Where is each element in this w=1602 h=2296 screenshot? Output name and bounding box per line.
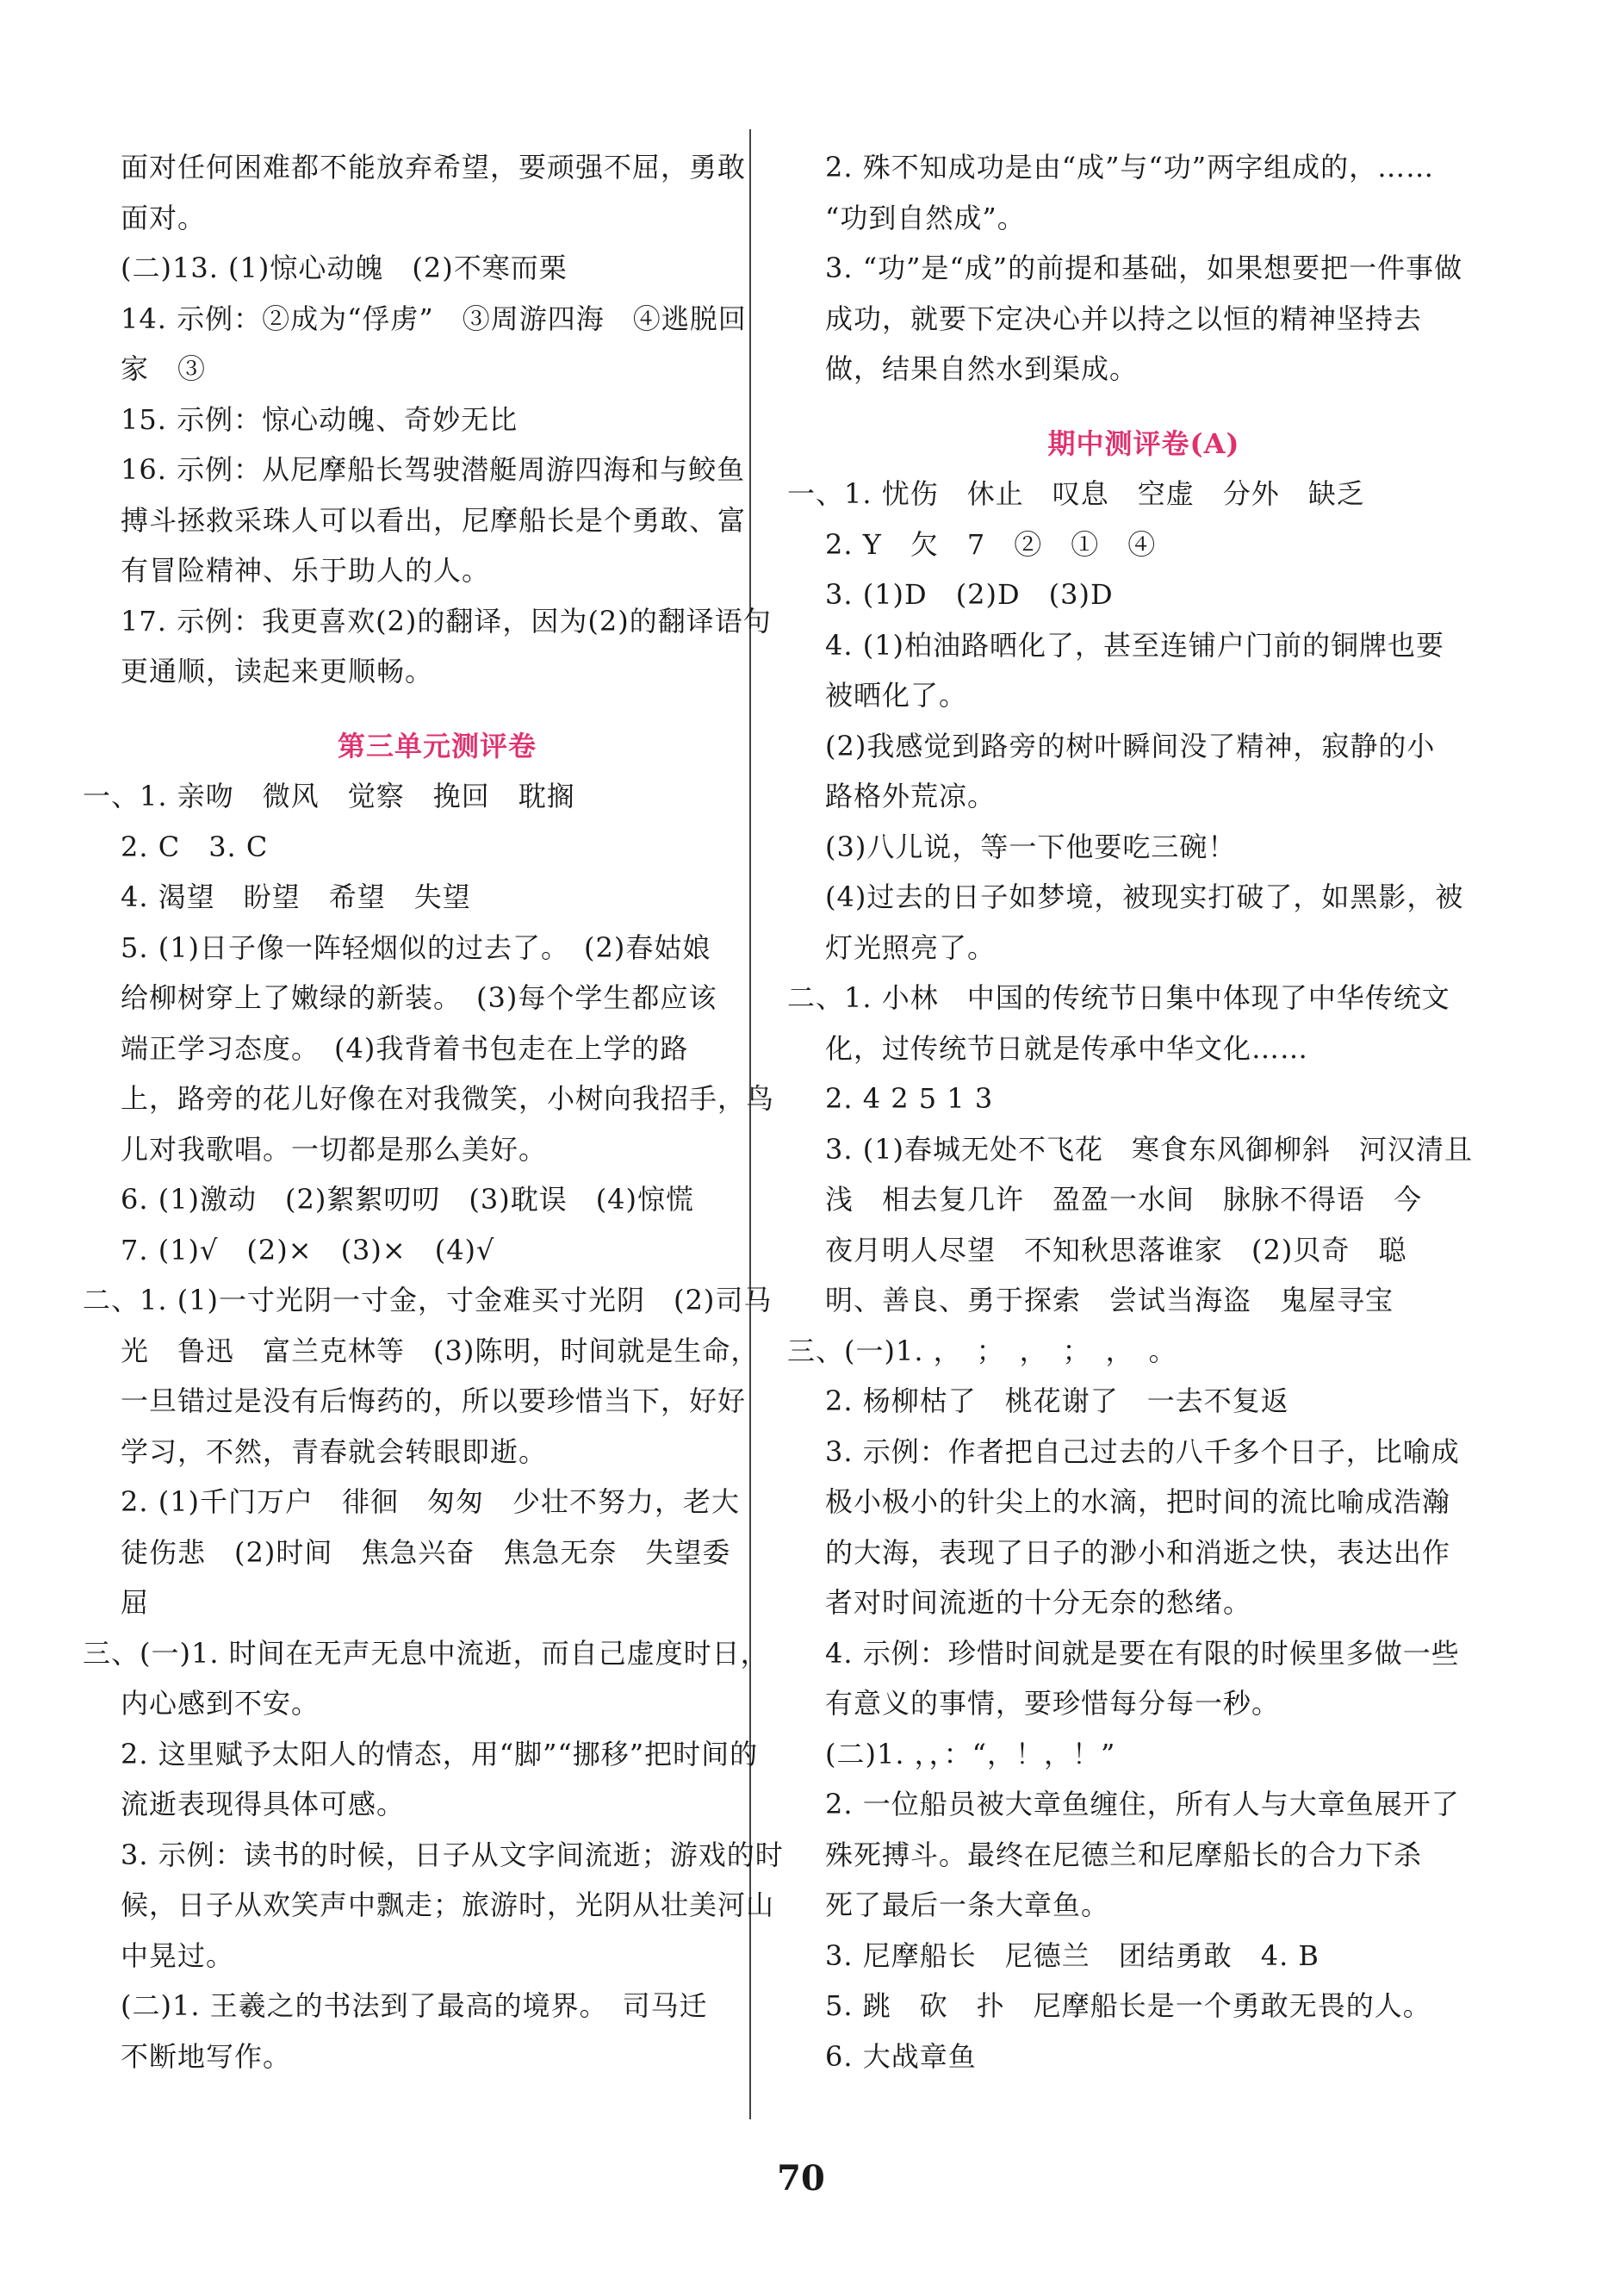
answer-line: 流逝表现得具体可感。 xyxy=(121,1788,406,1820)
answer-line: 端正学习态度。 (4)我背着书包走在上学的路 xyxy=(121,1031,689,1065)
answer-line: 14. 示例：②成为“俘虏” ③周游四海 ④逃脱回 xyxy=(121,302,747,335)
answer-line: 2. 4 2 5 1 3 xyxy=(825,1082,994,1115)
answer-line: 6. 大战章鱼 xyxy=(825,2039,977,2073)
answer-line: 3. 示例：作者把自己过去的八千多个日子，比喻成 xyxy=(825,1434,1460,1468)
answer-line: 家 ③ xyxy=(121,352,207,385)
answer-line: 学习，不然，青春就会转眼即逝。 xyxy=(121,1434,548,1468)
answer-line: 3. 示例：读书的时候，日子从文字间流逝；游戏的时 xyxy=(121,1838,784,1871)
answer-line: 面对。 xyxy=(121,201,207,234)
answer-line: 儿对我歌唱。一切都是那么美好。 xyxy=(121,1132,548,1166)
answer-line: 三、(一)1. 时间在无声无息中流逝，而自己虚度时日， xyxy=(83,1636,769,1670)
answer-line: 夜月明人尽望 不知秋思落谁家 (2)贝奇 聪 xyxy=(825,1233,1407,1266)
answer-line: 4. 渴望 盼望 希望 失望 xyxy=(121,880,471,913)
answer-line: 更通顺，读起来更顺畅。 xyxy=(121,655,434,688)
answer-line: 一旦错过是没有后悔药的，所以要珍惜当下，好好 xyxy=(121,1384,747,1417)
answer-line: 3. (1)春城无处不飞花 寒食东风御柳斜 河汉清且 xyxy=(825,1132,1474,1166)
answer-line: 上，路旁的花儿好像在对我微笑，小树向我招手，鸟 xyxy=(121,1082,775,1115)
answer-line: 面对任何困难都不能放弃希望，要顽强不屈，勇敢 xyxy=(121,151,747,184)
answer-line: 明、善良、勇于探索 尝试当海盗 鬼屋寻宝 xyxy=(825,1284,1394,1316)
section-title-midterm-a: 期中测评卷(A) xyxy=(1047,426,1240,460)
section-title-unit3: 第三单元测评卷 xyxy=(337,729,537,762)
answer-line: 2. (1)千门万户 徘徊 匆匆 少壮不努力，老大 xyxy=(121,1485,741,1518)
answer-line: 灯光照亮了。 xyxy=(825,930,997,964)
answer-line: 的大海，表现了日子的渺小和消逝之快，表达出作 xyxy=(825,1535,1451,1569)
answer-line: 者对时间流逝的十分无奈的愁绪。 xyxy=(825,1586,1252,1619)
answer-line: 2. 杨柳枯了 桃花谢了 一去不复返 xyxy=(825,1384,1289,1417)
answer-line: (2)我感觉到路旁的树叶瞬间没了精神，寂静的小 xyxy=(825,729,1436,762)
answer-line: 不断地写作。 xyxy=(121,2039,292,2073)
answer-line: 有意义的事情，要珍惜每分每一秒。 xyxy=(825,1687,1281,1720)
answer-line: 17. 示例：我更喜欢(2)的翻译，因为(2)的翻译语句 xyxy=(121,604,772,638)
answer-line: 候，日子从欢笑声中飘走；旅游时，光阴从壮美河山 xyxy=(121,1888,775,1921)
answer-line: 5. (1)日子像一阵轻烟似的过去了。 (2)春姑娘 xyxy=(121,930,711,964)
answer-line: 死了最后一条大章鱼。 xyxy=(825,1888,1110,1921)
answer-line: 15. 示例：惊心动魄、奇妙无比 xyxy=(121,402,518,436)
answer-line: 3. (1)D (2)D (3)D xyxy=(825,578,1114,611)
answer-line: (二)1. 王羲之的书法到了最高的境界。 司马迁 xyxy=(121,1989,708,2022)
answer-line: 路格外荒凉。 xyxy=(825,780,997,812)
answer-line: 3. 尼摩船长 尼德兰 团结勇敢 4. B xyxy=(825,1938,1319,1972)
answer-line: 5. 跳 砍 扑 尼摩船长是一个勇敢无畏的人。 xyxy=(825,1989,1431,2022)
answer-line: 7. (1)√ (2)× (3)× (4)√ xyxy=(121,1233,495,1266)
answer-line: 2. C 3. C xyxy=(121,830,269,863)
answer-line: 成功，就要下定决心并以持之以恒的精神坚持去 xyxy=(825,302,1423,335)
answer-line: 光 鲁迅 富兰克林等 (3)陈明，时间就是生命， xyxy=(121,1334,760,1367)
answer-line: 二、1. (1)一寸光阴一寸金，寸金难买寸光阴 (2)司马 xyxy=(83,1284,773,1316)
answer-line: 徒伤悲 (2)时间 焦急兴奋 焦急无奈 失望委 xyxy=(121,1535,731,1569)
answer-line: 殊死搏斗。最终在尼德兰和尼摩船长的合力下杀 xyxy=(825,1838,1423,1871)
answer-line: 16. 示例：从尼摩船长驾驶潜艇周游四海和与鲛鱼 xyxy=(121,453,746,486)
answer-line: (4)过去的日子如梦境，被现实打破了，如黑影，被 xyxy=(825,880,1464,913)
answer-line: (二)13. (1)惊心动魄 (2)不寒而栗 xyxy=(121,252,568,284)
answer-line: 屈 xyxy=(121,1586,150,1619)
answer-line: (3)八儿说，等一下他要吃三碗！ xyxy=(825,830,1237,863)
answer-line: 一、1. 忧伤 休止 叹息 空虚 分外 缺乏 xyxy=(787,477,1365,510)
answer-line: 2. Y 欠 7 ② ① ④ xyxy=(825,527,1157,561)
answer-line: 2. 一位船员被大章鱼缠住，所有人与大章鱼展开了 xyxy=(825,1788,1460,1820)
answer-line: 化，过传统节日就是传承中华文化…… xyxy=(825,1031,1309,1065)
answer-line: 中晃过。 xyxy=(121,1938,235,1972)
answer-line: 内心感到不安。 xyxy=(121,1687,320,1720)
answer-line: “功到自然成”。 xyxy=(825,201,1026,234)
answer-line: 有冒险精神、乐于助人的人。 xyxy=(121,554,491,587)
right-column xyxy=(787,142,1474,2081)
answer-line: 三、(一)1. ， ； ， ； ， 。 xyxy=(787,1334,1177,1367)
answer-line: 3. “功”是“成”的前提和基础，如果想要把一件事做 xyxy=(825,252,1463,284)
answer-line: 4. (1)柏油路晒化了，甚至连铺户门前的铜牌也要 xyxy=(825,628,1445,662)
answer-line: 浅 相去复几许 盈盈一水间 脉脉不得语 今 xyxy=(825,1183,1423,1216)
left-column xyxy=(83,142,784,2081)
answer-line: 做，结果自然水到渠成。 xyxy=(825,352,1139,385)
answer-line: 一、1. 亲吻 微风 觉察 挽回 耽搁 xyxy=(83,780,575,812)
answer-line: 搏斗拯救采珠人可以看出，尼摩船长是个勇敢、富 xyxy=(121,503,747,537)
answer-line: 2. 这里赋予太阳人的情态，用“脚”“挪移”把时间的 xyxy=(121,1737,759,1770)
answer-line: (二)1. ，，：“，！，！” xyxy=(825,1737,1116,1770)
answer-line: 给柳树穿上了嫩绿的新装。 (3)每个学生都应该 xyxy=(121,981,717,1014)
page-number: 70 xyxy=(777,2158,825,2199)
answer-line: 被晒化了。 xyxy=(825,679,968,712)
answer-line: 2. 殊不知成功是由“成”与“功”两字组成的，…… xyxy=(825,151,1435,184)
answer-line: 4. 示例：珍惜时间就是要在有限的时候里多做一些 xyxy=(825,1636,1460,1670)
answer-line: 极小极小的针尖上的水滴，把时间的流比喻成浩瀚 xyxy=(825,1485,1451,1518)
answer-line: 二、1. 小林 中国的传统节日集中体现了中华传统文 xyxy=(787,981,1450,1014)
answer-line: 6. (1)激动 (2)絮絮叨叨 (3)耽误 (4)惊慌 xyxy=(121,1183,695,1216)
